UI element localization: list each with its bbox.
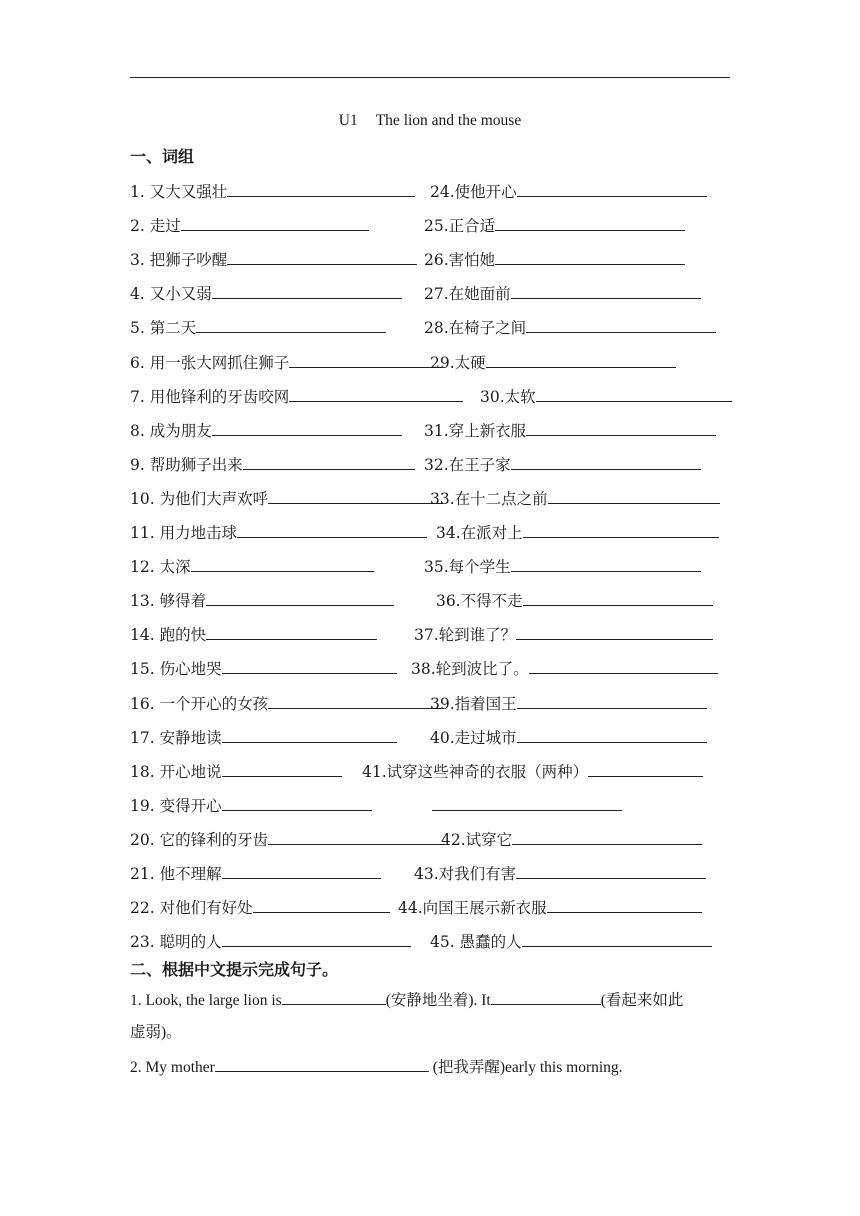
sentence-1-blank-1[interactable] xyxy=(282,988,386,1005)
sentence-1-text-d: 虚弱)。 xyxy=(130,1024,182,1041)
phrase-item-left xyxy=(130,246,417,273)
sentence-2-text-b: (把我弄醒)early this morning. xyxy=(428,1059,623,1076)
answer-blank[interactable] xyxy=(588,758,703,777)
phrase-item-right xyxy=(432,792,622,819)
answer-blank[interactable] xyxy=(516,621,713,640)
phrase-item-right xyxy=(430,178,707,205)
phrase-item-left xyxy=(130,928,411,955)
phrase-item-right xyxy=(441,826,702,853)
phrase-label: 24.使他开心 xyxy=(430,183,517,201)
phrase-item-right xyxy=(411,655,718,682)
section1-heading: 一、词组 xyxy=(130,147,195,166)
phrase-item-left xyxy=(130,553,374,580)
phrase-row xyxy=(130,587,740,613)
phrase-label: 10. 为他们大声欢呼 xyxy=(130,490,269,508)
phrase-row xyxy=(130,894,740,920)
phrase-label: 32.在王子家 xyxy=(424,456,511,474)
answer-blank[interactable] xyxy=(529,655,718,674)
phrase-label: 39.指着国王 xyxy=(430,695,517,713)
phrase-row xyxy=(130,212,740,238)
phrase-item-right xyxy=(436,587,713,614)
phrase-label: 6. 用一张大网抓住狮子 xyxy=(130,354,290,372)
answer-blank[interactable] xyxy=(227,178,415,197)
phrase-row xyxy=(130,860,740,886)
phrase-row xyxy=(130,417,740,443)
phrase-label: 28.在椅子之间 xyxy=(424,319,527,337)
answer-blank[interactable] xyxy=(222,655,397,674)
answer-blank[interactable] xyxy=(212,280,402,299)
phrase-item-left xyxy=(130,690,443,717)
phrase-label: 3. 把狮子吵醒 xyxy=(130,251,228,269)
phrase-item-right xyxy=(424,553,701,580)
phrase-item-left xyxy=(130,587,394,614)
answer-blank[interactable] xyxy=(227,246,417,265)
phrase-item-right xyxy=(414,860,706,887)
phrase-label: 31.穿上新衣服 xyxy=(424,422,527,440)
phrase-row xyxy=(130,519,740,545)
sentence-2-blank[interactable] xyxy=(215,1055,429,1072)
phrase-item-right xyxy=(430,349,676,376)
phrase-label: 7. 用他锋利的牙齿咬网 xyxy=(130,388,290,406)
phrase-row xyxy=(130,724,740,750)
phrase-item-right xyxy=(430,724,707,751)
phrase-item-left xyxy=(130,417,402,444)
answer-blank[interactable] xyxy=(243,451,415,470)
phrase-item-right xyxy=(424,314,716,341)
answer-blank[interactable] xyxy=(511,451,701,470)
phrase-label: 18. 开心地说 xyxy=(130,763,222,781)
answer-blank[interactable] xyxy=(495,246,685,265)
phrase-label: 2. 走过 xyxy=(130,217,181,235)
phrase-item-left xyxy=(130,212,369,239)
answer-blank[interactable] xyxy=(523,519,719,538)
phrase-item-right xyxy=(430,485,720,512)
phrase-row xyxy=(130,690,740,716)
answer-blank[interactable] xyxy=(268,826,445,845)
phrase-label: 15. 伤心地哭 xyxy=(130,660,222,678)
phrase-label: 23. 聪明的人 xyxy=(130,933,222,951)
answer-blank[interactable] xyxy=(212,417,402,436)
answer-blank[interactable] xyxy=(432,792,622,811)
phrase-item-right xyxy=(414,621,713,648)
phrase-row xyxy=(130,485,740,511)
phrase-label: 35.每个学生 xyxy=(424,558,511,576)
phrase-item-left xyxy=(130,519,427,546)
phrase-label: 40.走过城市 xyxy=(430,729,517,747)
phrase-item-left xyxy=(130,383,463,410)
phrase-row xyxy=(130,451,740,477)
phrase-label: 16. 一个开心的女孩 xyxy=(130,695,269,713)
phrase-label: 43.对我们有害 xyxy=(414,865,517,883)
phrase-label: 17. 安静地读 xyxy=(130,729,222,747)
phrase-label: 38.轮到波比了。 xyxy=(411,660,529,678)
phrase-row xyxy=(130,621,740,647)
phrase-item-right xyxy=(398,894,702,921)
phrase-item-right xyxy=(424,246,685,273)
phrase-item-left xyxy=(130,314,386,341)
phrase-row xyxy=(130,383,740,409)
phrase-label: 5. 第二天 xyxy=(130,319,197,337)
answer-blank[interactable] xyxy=(222,860,381,879)
answer-blank[interactable] xyxy=(253,894,390,913)
phrase-label: 33.在十二点之前 xyxy=(430,490,548,508)
phrase-row xyxy=(130,178,740,204)
phrase-label: 41.试穿这些神奇的衣服（两种） xyxy=(362,763,589,781)
answer-blank[interactable] xyxy=(289,383,463,402)
answer-blank[interactable] xyxy=(547,894,702,913)
answer-blank[interactable] xyxy=(222,928,411,947)
phrase-label: 34.在派对上 xyxy=(436,524,523,542)
phrase-item-right xyxy=(424,280,701,307)
phrase-item-left xyxy=(130,792,372,819)
answer-blank[interactable] xyxy=(495,212,685,231)
phrase-item-right xyxy=(430,690,707,717)
phrase-row xyxy=(130,758,740,784)
sentence-1 xyxy=(130,985,732,1049)
phrase-label: 37.轮到谁了？ xyxy=(414,626,517,644)
phrase-item-right xyxy=(362,758,703,785)
answer-blank[interactable] xyxy=(526,314,716,333)
sentence-1-text-a: 1. Look, the large lion is xyxy=(130,992,282,1009)
phrase-label: 13. 够得着 xyxy=(130,592,207,610)
unit-title: The lion and the mouse xyxy=(375,112,522,129)
answer-blank[interactable] xyxy=(222,724,397,743)
phrase-label: 20. 它的锋利的牙齿 xyxy=(130,831,269,849)
phrase-label: 19. 变得开心 xyxy=(130,797,222,815)
phrase-label: 26.害怕她 xyxy=(424,251,496,269)
phrase-label: 14. 跑的快 xyxy=(130,626,207,644)
phrase-item-left xyxy=(130,758,342,785)
answer-blank[interactable] xyxy=(511,553,701,572)
answer-blank[interactable] xyxy=(517,724,707,743)
phrase-label: 42.试穿它 xyxy=(441,831,513,849)
phrase-row xyxy=(130,553,740,579)
header-rule xyxy=(130,77,730,78)
phrase-item-left xyxy=(130,621,377,648)
phrase-label: 12. 太深 xyxy=(130,558,191,576)
phrase-row xyxy=(130,655,740,681)
phrase-label: 29.太硬 xyxy=(430,354,486,372)
answer-blank[interactable] xyxy=(486,349,676,368)
phrase-item-left xyxy=(130,178,415,205)
answer-blank[interactable] xyxy=(536,383,732,402)
answer-blank[interactable] xyxy=(196,314,386,333)
answer-blank[interactable] xyxy=(268,485,443,504)
phrase-row xyxy=(130,246,740,272)
sentence-1-text-c: (看起来如此 xyxy=(600,992,684,1009)
sentence-2-text-a: 2. My mother xyxy=(130,1059,215,1076)
phrase-label: 45. 愚蠢的人 xyxy=(430,933,522,951)
phrase-label: 44.向国王展示新衣服 xyxy=(398,899,547,917)
phrase-label: 8. 成为朋友 xyxy=(130,422,212,440)
sentence-1-blank-2[interactable] xyxy=(491,988,601,1005)
phrase-item-left xyxy=(130,655,397,682)
phrase-row xyxy=(130,349,740,375)
phrase-item-left xyxy=(130,724,397,751)
answer-blank[interactable] xyxy=(522,928,712,947)
phrase-label: 36.不得不走 xyxy=(436,592,523,610)
page-title xyxy=(0,112,860,130)
unit-number: U1 xyxy=(338,112,358,129)
answer-blank[interactable] xyxy=(191,553,374,572)
phrase-label: 27.在她面前 xyxy=(424,285,511,303)
answer-blank[interactable] xyxy=(222,758,342,777)
answer-blank[interactable] xyxy=(206,621,377,640)
phrase-label: 4. 又小又弱 xyxy=(130,285,212,303)
phrase-item-right xyxy=(424,451,701,478)
answer-blank[interactable] xyxy=(516,860,706,879)
phrase-label: 25.正合适 xyxy=(424,217,496,235)
sentence-1-text-b: (安静地坐着). It xyxy=(385,992,491,1009)
phrase-item-right xyxy=(480,383,732,410)
answer-blank[interactable] xyxy=(222,792,372,811)
sentence-2 xyxy=(130,1052,732,1084)
phrase-label: 21. 他不理解 xyxy=(130,865,222,883)
answer-blank[interactable] xyxy=(237,519,427,538)
phrase-item-left xyxy=(130,485,443,512)
answer-blank[interactable] xyxy=(289,349,444,368)
section2-heading: 二、根据中文提示完成句子。 xyxy=(130,960,339,979)
phrase-label: 1. 又大又强壮 xyxy=(130,183,228,201)
phrase-row xyxy=(130,826,740,852)
phrase-item-left xyxy=(130,894,390,921)
phrase-label: 30.太软 xyxy=(480,388,536,406)
phrase-item-left xyxy=(130,280,402,307)
phrase-item-right xyxy=(430,928,712,955)
phrase-item-right xyxy=(424,212,685,239)
answer-blank[interactable] xyxy=(512,826,702,845)
answer-blank[interactable] xyxy=(523,587,713,606)
phrase-label: 11. 用力地击球 xyxy=(130,524,238,542)
answer-blank[interactable] xyxy=(517,690,707,709)
phrase-item-left xyxy=(130,826,445,853)
answer-blank[interactable] xyxy=(206,587,394,606)
phrase-item-left xyxy=(130,860,381,887)
phrase-item-left xyxy=(130,349,444,376)
phrase-item-right xyxy=(436,519,719,546)
answer-blank[interactable] xyxy=(268,690,443,709)
phrase-label: 9. 帮助狮子出来 xyxy=(130,456,243,474)
phrase-row xyxy=(130,280,740,306)
answer-blank[interactable] xyxy=(511,280,701,299)
answer-blank[interactable] xyxy=(548,485,720,504)
phrase-label: 22. 对他们有好处 xyxy=(130,899,253,917)
phrase-item-right xyxy=(424,417,716,444)
answer-blank[interactable] xyxy=(526,417,716,436)
phrase-item-left xyxy=(130,451,415,478)
phrase-row xyxy=(130,314,740,340)
answer-blank[interactable] xyxy=(181,212,369,231)
answer-blank[interactable] xyxy=(517,178,707,197)
phrase-row xyxy=(130,792,740,818)
phrase-row xyxy=(130,928,740,954)
